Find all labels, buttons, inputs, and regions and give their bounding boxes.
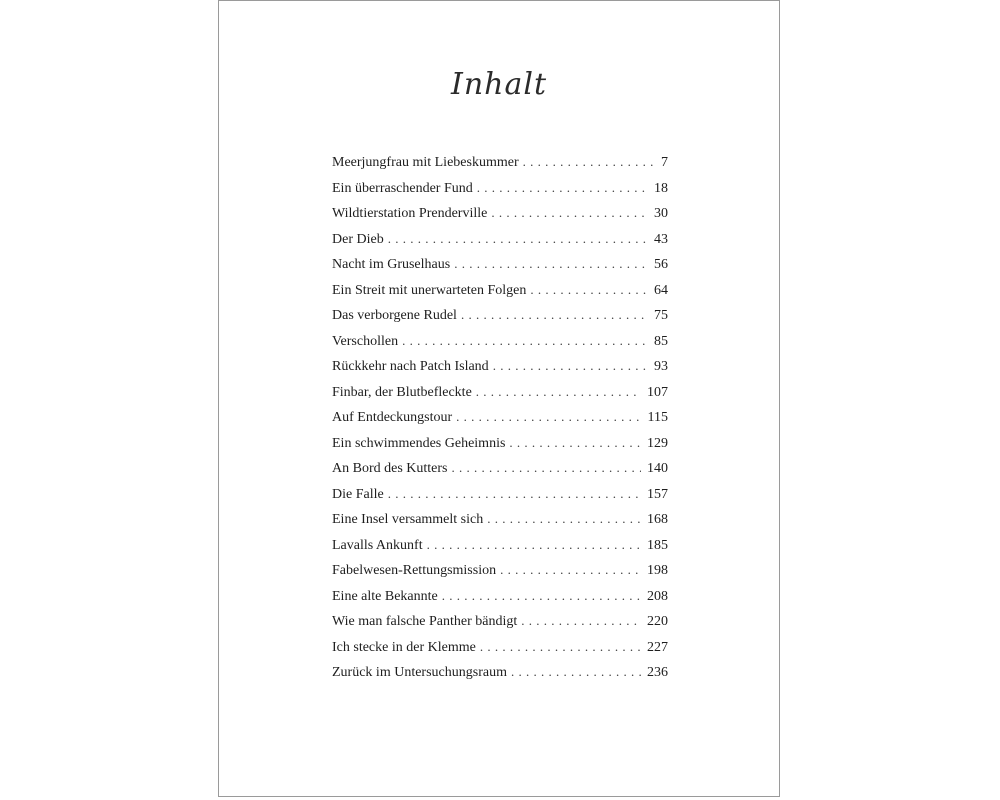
toc-entry — [332, 256, 668, 282]
toc-entry — [332, 588, 668, 614]
dot-leader — [493, 358, 648, 374]
dot-leader — [452, 460, 642, 476]
book-page — [218, 0, 780, 797]
toc-entry-title: Meerjungfrau mit Liebeskummer — [332, 155, 519, 170]
toc-entry-title: Fabelwesen-Rettungsmission — [332, 563, 497, 578]
toc-entry-title: Rückkehr nach Patch Island — [332, 359, 489, 374]
toc-entry-title: Eine Insel versammelt sich — [332, 512, 484, 527]
toc-entry — [332, 460, 668, 486]
dot-leader — [523, 154, 655, 170]
dot-leader — [456, 409, 641, 425]
toc-entry-title: Ein Streit mit unerwarteten Folgen — [332, 282, 527, 298]
toc-entry-page-number: 7 — [661, 155, 668, 170]
toc-entry-title: Zurück im Untersuchungsraum — [332, 665, 507, 680]
toc-entry-page-number: 107 — [647, 384, 668, 400]
toc-entry-title: Ein schwimmendes Geheimnis — [332, 435, 506, 451]
toc-entry-page-number: 157 — [647, 486, 668, 502]
dot-leader — [500, 562, 641, 578]
page-title: Inhalt — [450, 67, 548, 102]
toc-entry-page-number: 168 — [647, 512, 668, 527]
toc-entry-title: Ich stecke in der Klemme — [332, 639, 476, 655]
dot-leader — [454, 256, 648, 272]
toc-entry — [332, 154, 668, 180]
toc-entry — [332, 613, 668, 639]
toc-entry-page-number: 75 — [654, 308, 668, 323]
toc-entry — [332, 409, 668, 435]
toc-entry-title: Wildtierstation Prenderville — [332, 206, 488, 221]
toc-entry — [332, 486, 668, 512]
toc-entry-title: Finbar, der Blutbefleckte — [332, 384, 472, 400]
dot-leader — [487, 511, 641, 527]
toc-entry-page-number: 220 — [647, 614, 668, 629]
toc-entry — [332, 384, 668, 410]
dot-leader — [388, 486, 641, 502]
toc-entry-title: Lavalls Ankunft — [332, 537, 423, 553]
toc-entry-page-number: 208 — [647, 588, 668, 604]
dot-leader — [442, 588, 641, 604]
dot-leader — [521, 613, 641, 629]
toc-entry — [332, 664, 668, 690]
toc-entry — [332, 231, 668, 257]
toc-entry-title: Ein überraschender Fund — [332, 180, 473, 196]
dot-leader — [480, 639, 641, 655]
toc-entry-title: Nacht im Gruselhaus — [332, 257, 451, 272]
dot-leader — [511, 664, 641, 680]
dot-leader — [477, 180, 648, 196]
toc-entry-title: Verschollen — [332, 333, 399, 349]
toc-entry-title: An Bord des Kutters — [332, 461, 448, 476]
toc-entry-page-number: 64 — [654, 282, 668, 298]
toc-entry — [332, 180, 668, 206]
toc-entry — [332, 333, 668, 359]
toc-entry-page-number: 18 — [654, 180, 668, 196]
toc-entry-page-number: 93 — [654, 359, 668, 374]
toc-entry-page-number: 43 — [654, 231, 668, 247]
toc-entry-page-number: 129 — [647, 435, 668, 451]
table-of-contents — [332, 154, 668, 690]
toc-entry-page-number: 140 — [647, 461, 668, 476]
toc-entry — [332, 537, 668, 563]
toc-entry — [332, 435, 668, 461]
toc-entry-page-number: 227 — [647, 639, 668, 655]
toc-entry-title: Der Dieb — [332, 231, 384, 247]
toc-entry — [332, 562, 668, 588]
dot-leader — [461, 307, 648, 323]
toc-entry — [332, 511, 668, 537]
toc-entry-page-number: 115 — [647, 410, 668, 425]
toc-entry — [332, 639, 668, 665]
dot-leader — [509, 435, 641, 451]
toc-entry — [332, 358, 668, 384]
toc-entry-title: Die Falle — [332, 486, 384, 502]
dot-leader — [530, 282, 648, 298]
toc-entry-title: Wie man falsche Panther bändigt — [332, 614, 518, 629]
toc-entry-page-number: 30 — [654, 206, 668, 221]
toc-entry-page-number: 185 — [647, 537, 668, 553]
toc-entry-page-number: 236 — [647, 665, 668, 680]
toc-entry — [332, 205, 668, 231]
toc-entry-page-number: 198 — [647, 563, 668, 578]
dot-leader — [388, 231, 648, 247]
dot-leader — [402, 333, 648, 349]
toc-entry — [332, 282, 668, 308]
toc-entry — [332, 307, 668, 333]
dot-leader — [491, 205, 648, 221]
toc-entry-page-number: 85 — [654, 333, 668, 349]
dot-leader — [476, 384, 641, 400]
toc-entry-title: Das verborgene Rudel — [332, 308, 457, 323]
toc-entry-title: Auf Entdeckungstour — [332, 410, 453, 425]
dot-leader — [427, 537, 641, 553]
toc-entry-title: Eine alte Bekannte — [332, 588, 438, 604]
toc-entry-page-number: 56 — [654, 257, 668, 272]
